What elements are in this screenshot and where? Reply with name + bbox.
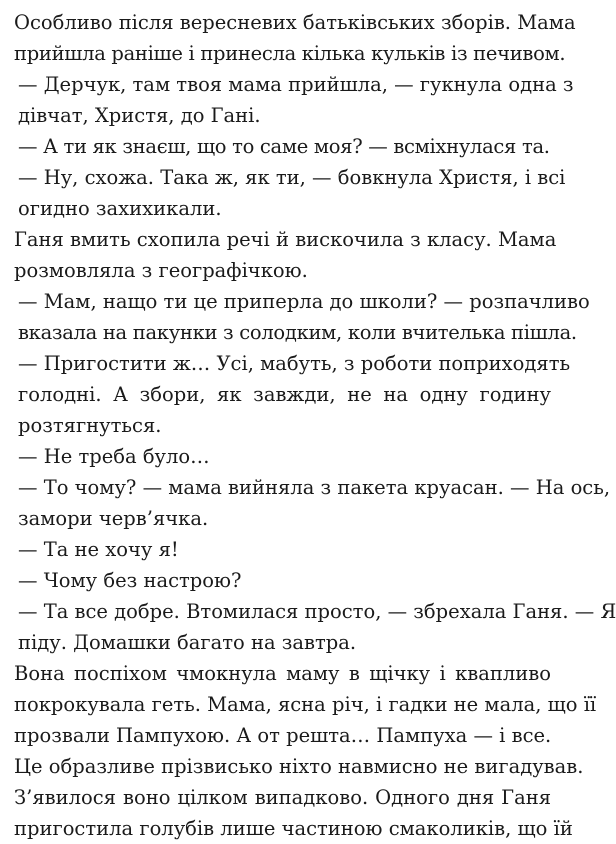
dialogue-line [14, 472, 611, 534]
text-line: — А ти як знаєш, що то саме моя? — всміхнулася та. [18, 135, 550, 158]
dialogue-line [14, 348, 571, 441]
dialogue-line [14, 69, 574, 131]
text-line: пригостила голубів лише частиною смаколиків, що їй [14, 817, 573, 840]
text-line: огидно захихикали. [18, 197, 222, 220]
dialogue-line [14, 286, 590, 348]
text-line: прозвали Пампухою. А от решта… Пампуха — і все. [14, 724, 552, 747]
dialogue-line [14, 131, 551, 162]
text-line: вказала на пакунки з солодким, коли вчителька пішла. [18, 321, 577, 344]
dialogue-line [14, 441, 551, 472]
text-line: — Пригостити ж… Усі, мабуть, з роботи поприходять [18, 352, 571, 375]
text-line: Вона поспіхом чмокнула маму в щічку і квапливо [14, 662, 551, 685]
dialogue-line [14, 534, 551, 565]
text-line: — Та не хочу я! [18, 538, 179, 561]
dialogue-line [14, 162, 566, 224]
text-line: розмовляла з географічкою. [14, 259, 308, 282]
text-line: голодні. А збори, як завжди, не на одну годину [18, 383, 551, 406]
paragraph [14, 7, 576, 69]
paragraph [14, 224, 557, 286]
text-line: — Мам, нащо ти це приперла до школи? — розпачливо [18, 290, 590, 313]
text-line: — То чому? — мама вийняла з пакета круасан. — На ось, [18, 476, 611, 499]
text-line: прийшла раніше і принесла кілька кульків із печивом. [14, 42, 566, 65]
text-line: З’явилося воно цілком випадково. Одного дня Ганя [14, 786, 551, 809]
text-line: Особливо після вересневих батьківських зборів. Мама [14, 11, 576, 34]
text-line: покрокувала геть. Мама, ясна річ, і гадки не мала, що її [14, 693, 597, 716]
text-line: Це образливе прізвисько ніхто навмисно не вигадував. [14, 755, 584, 778]
paragraph [14, 751, 584, 844]
dialogue-line [14, 596, 616, 658]
text-line: дівчат, Христя, до Гані. [18, 104, 261, 127]
text-line: замори черв’ячка. [18, 507, 209, 530]
text-line: — Ну, схожа. Така ж, як ти, — бовкнула Христя, і всі [18, 166, 566, 189]
book-page [14, 7, 616, 844]
text-line: — Дерчук, там твоя мама прийшла, — гукнула одна з [18, 73, 574, 96]
text-line: — Чому без настрою? [18, 569, 242, 592]
text-line: розтягнуться. [18, 414, 162, 437]
dialogue-line [14, 565, 551, 596]
text-line: — Та все добре. Втомилася просто, — збрехала Ганя. — Я [18, 600, 616, 623]
paragraph [14, 658, 597, 751]
text-line: піду. Домашки багато на завтра. [18, 631, 357, 654]
text-line: — Не треба було… [18, 445, 210, 468]
text-line: Ганя вмить схопила речі й вискочила з класу. Мама [14, 228, 557, 251]
